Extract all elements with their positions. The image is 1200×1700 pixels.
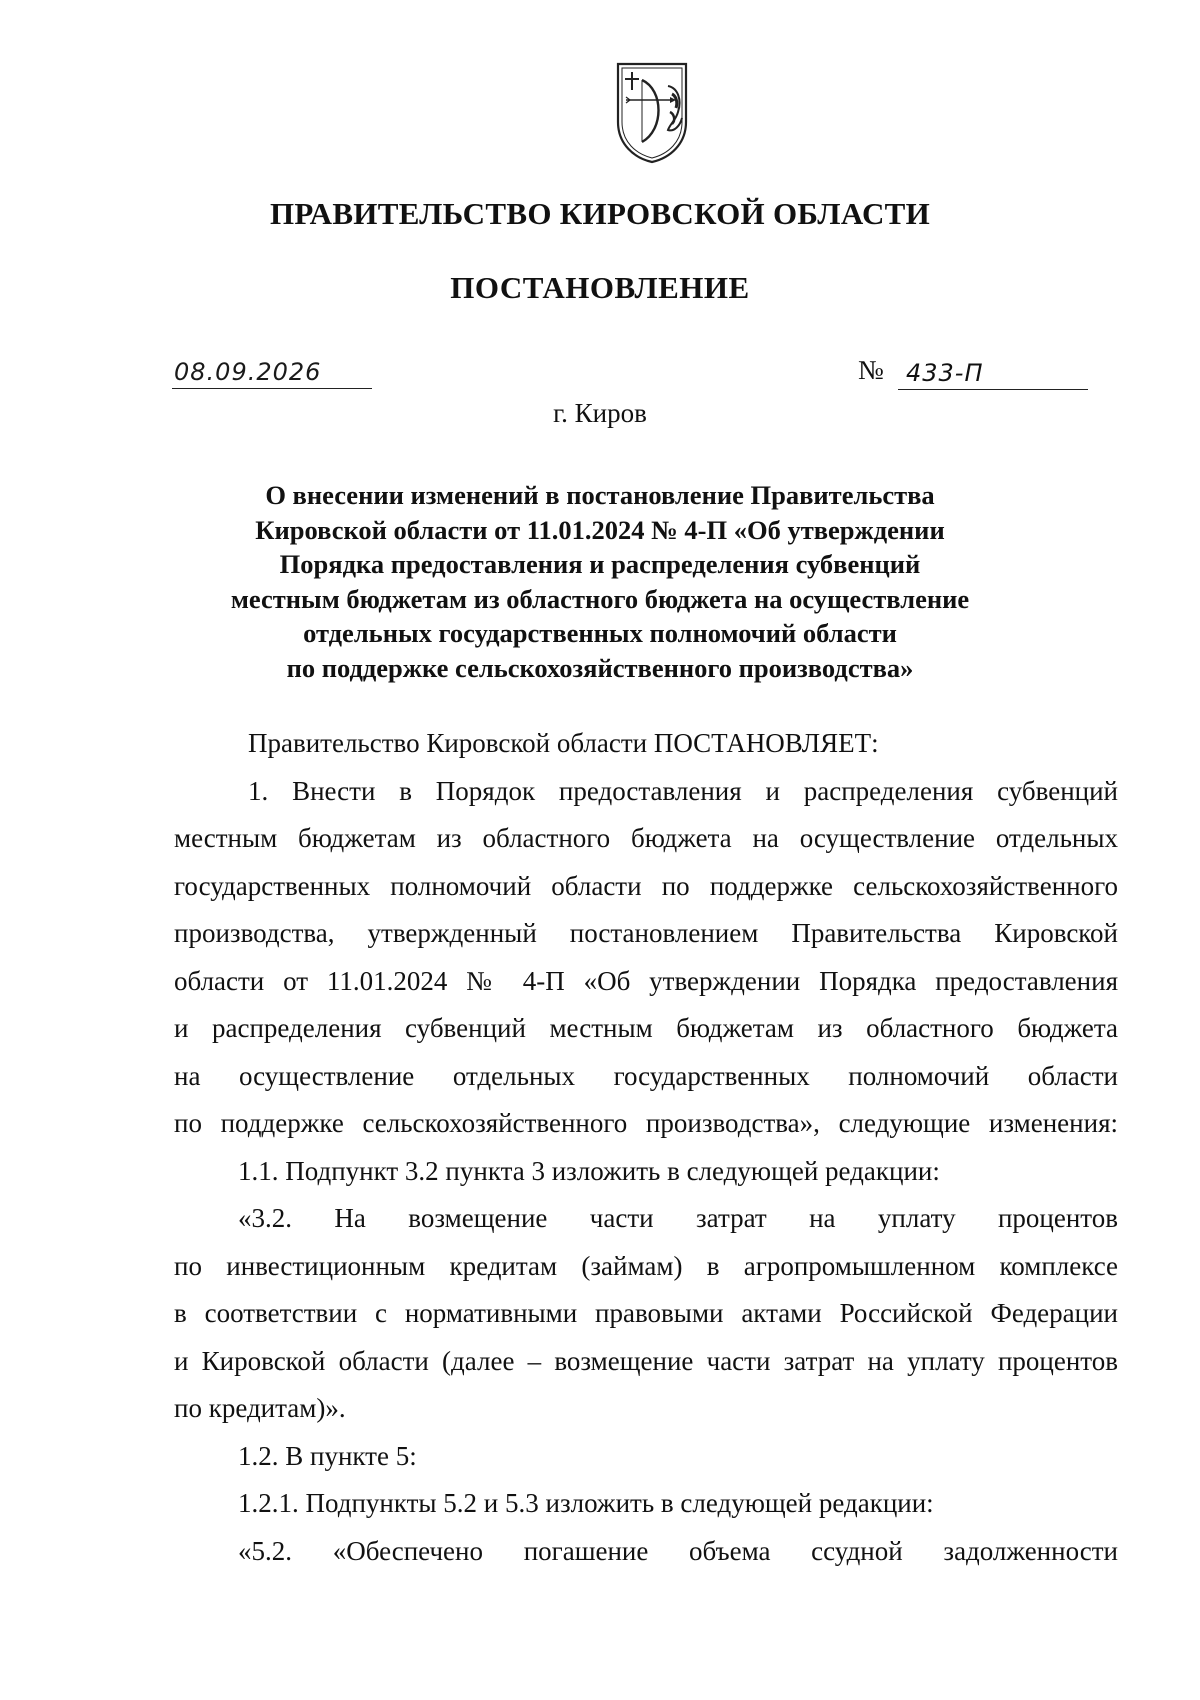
paragraph-5-2: «5.2. «Обеспечено погашение объема ссудной задолженности — [238, 1535, 1118, 1566]
document-type: ПОСТАНОВЛЕНИЕ — [450, 270, 750, 305]
paragraph-1-line: местным бюджетам из областного бюджета на осуществление отдельных — [174, 823, 1118, 853]
document-date: 08.09.2026 — [174, 358, 322, 386]
subject-line: Порядка предоставления и распределения субвенций — [279, 549, 921, 579]
paragraph-1-line: государственных полномочий области по поддержке сельскохозяйственного — [174, 870, 1118, 901]
intro-paragraph: Правительство Кировской области ПОСТАНОВЛЯЕТ: — [248, 728, 879, 758]
paragraph-1-line: 1. Внести в Порядок предоставления и распределения субвенций — [248, 775, 1118, 806]
date-field — [172, 352, 372, 389]
paragraph-3-2-line: по инвестиционным кредитам (займам) в агропромышленном комплексе — [174, 1250, 1118, 1281]
document-subject — [190, 478, 1010, 685]
document-body — [174, 720, 1118, 1575]
paragraph-1-line: области от 11.01.2024 № 4-П «Об утверждении Порядка предоставления — [174, 965, 1118, 996]
kirov-coat-of-arms-icon — [612, 60, 692, 164]
number-field — [858, 352, 1088, 390]
number-underline — [898, 389, 1088, 390]
paragraph-1-2: 1.2. В пункте 5: — [238, 1440, 417, 1471]
paragraph-3-2-line: по кредитам)». — [174, 1393, 346, 1423]
document-number: 433-П — [906, 359, 984, 387]
subject-line: Кировской области от 11.01.2024 № 4-П «Об утверждении — [255, 514, 945, 545]
number-sign: № — [858, 355, 884, 385]
city: г. Киров — [553, 398, 647, 428]
paragraph-1-line: производства, утвержденный постановлением Правительства Кировской — [174, 918, 1118, 948]
paragraph-3-2-line: и Кировской области (далее – возмещение части затрат на уплату процентов — [174, 1345, 1118, 1376]
subject-line: по поддержке сельскохозяйственного производства» — [286, 652, 914, 683]
paragraph-3-2-line: в соответствии с нормативными правовыми актами Российской Федерации — [174, 1298, 1118, 1328]
paragraph-1-line: по поддержке сельскохозяйственного производства», следующие изменения: — [174, 1108, 1118, 1138]
paragraph-1-2-1: 1.2.1. Подпункты 5.2 и 5.3 изложить в следующей редакции: — [238, 1488, 934, 1518]
subject-line: отдельных государственных полномочий области — [303, 618, 897, 648]
paragraph-3-2-line: «3.2. На возмещение части затрат на уплату процентов — [238, 1203, 1118, 1233]
paragraph-1-line: и распределения субвенций местным бюджетам из областного бюджета — [174, 1013, 1118, 1043]
paragraph-1-1: 1.1. Подпункт 3.2 пункта 3 изложить в следующей редакции: — [238, 1155, 940, 1186]
subject-line: О внесении изменений в постановление Правительства — [265, 480, 935, 510]
government-name: ПРАВИТЕЛЬСТВО КИРОВСКОЙ ОБЛАСТИ — [269, 196, 931, 231]
subject-line: местным бюджетам из областного бюджета на осуществление — [230, 583, 970, 614]
paragraph-1-line: на осуществление отдельных государственных полномочий области — [174, 1060, 1118, 1091]
